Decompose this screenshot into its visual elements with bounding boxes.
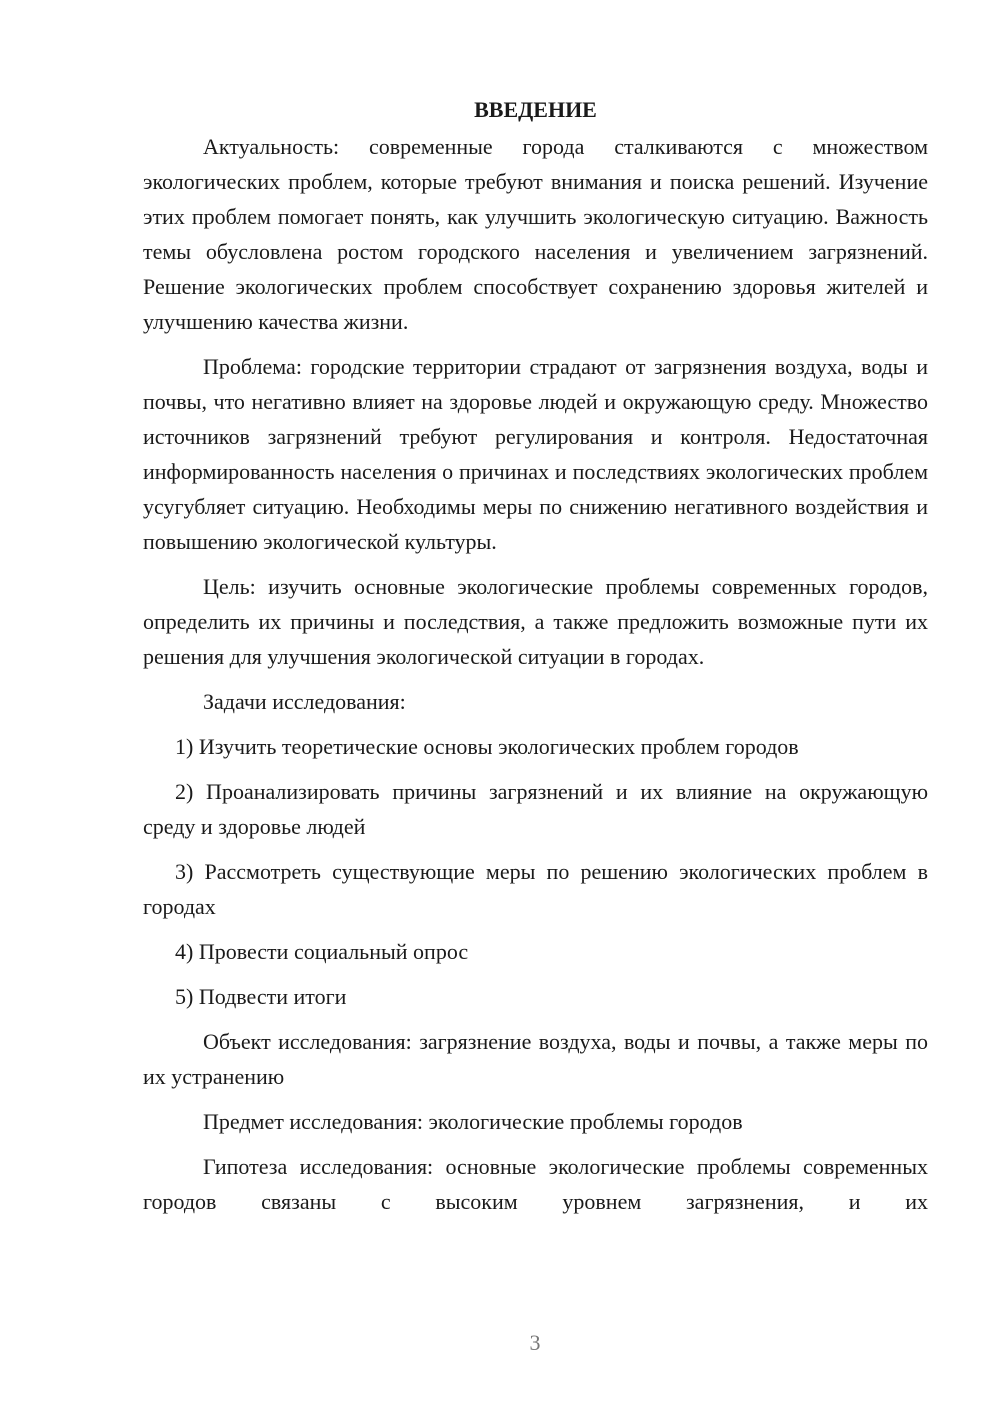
page-title: ВВЕДЕНИЕ <box>474 97 597 122</box>
paragraph-actuality: Актуальность: современные города сталкиваются с множеством экологических проблем, которые требуют внимания и поиска решений. Изучение этих проблем помогает понять, как улучшить экологическую ситуацию. Важность темы обусловлена ростом городского населения и увеличением загрязнений. Решение экологических проблем способствует сохранению здоровья жителей и улучшению качества жизни. <box>143 134 928 334</box>
task-item-5: 5) Подвести итоги <box>175 984 347 1009</box>
document-page <box>143 92 928 1229</box>
paragraph-hypothesis: Гипотеза исследования: основные экологические проблемы современных городов связаны с высоким уровнем загрязнения, и их <box>143 1154 928 1214</box>
page-number: 3 <box>529 1330 541 1355</box>
tasks-label: Задачи исследования: <box>203 689 406 714</box>
task-item-1: 1) Изучить теоретические основы экологических проблем городов <box>175 734 799 759</box>
paragraph-object: Объект исследования: загрязнение воздуха, воды и почвы, а также меры по их устранению <box>143 1029 928 1089</box>
paragraph-problem: Проблема: городские территории страдают от загрязнения воздуха, воды и почвы, что негативно влияет на здоровье людей и окружающую среду. Множество источников загрязнений требуют регулирования и контроля. Недостаточная информированность населения о причинах и последствиях экологических проблем усугубляет ситуацию. Необходимы меры по снижению негативного воздействия и повышению экологической культуры. <box>143 354 928 554</box>
task-item-2: 2) Проанализировать причины загрязнений и их влияние на окружающую среду и здоровье людей <box>143 779 928 839</box>
task-item-4: 4) Провести социальный опрос <box>175 939 469 964</box>
task-item-3: 3) Рассмотреть существующие меры по решению экологических проблем в городах <box>143 859 928 919</box>
paragraph-subject: Предмет исследования: экологические проблемы городов <box>203 1109 743 1134</box>
paragraph-goal: Цель: изучить основные экологические проблемы современных городов, определить их причины и последствия, а также предложить возможные пути их решения для улучшения экологической ситуации в городах. <box>143 574 928 669</box>
